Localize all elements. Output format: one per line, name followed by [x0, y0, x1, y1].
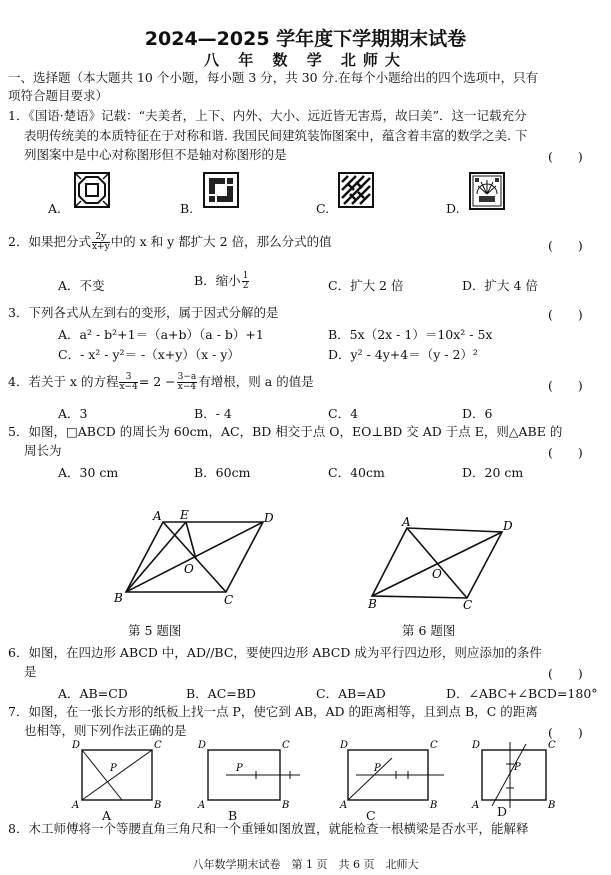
q7d-label-a: A: [472, 800, 480, 810]
q2-option-a: A．不变: [58, 278, 105, 293]
q1-line2: 表明传统美的本质特征在于对称和谐. 我国民间建筑装饰图案中，蕴含着丰富的数学之美. 下: [24, 128, 528, 143]
q2-stem-post: 中的 x 和 y 都扩大 2 倍，那么分式的值: [110, 234, 332, 249]
figure-5-parallelogram: [108, 510, 288, 610]
exam-subtitle: 八 年 数 学 北师大: [204, 51, 407, 69]
q7a-label-d: D: [72, 740, 81, 751]
q7a-label-b: B: [154, 800, 162, 810]
q7-line1: 7．如图，在一张长方形的纸板上找一点 P，使它到 AB，AD 的距离相等，且到点 B，C 的距离: [8, 704, 538, 719]
q7c-label-b: B: [430, 800, 438, 810]
q3-option-c: C．- x² - y²＝ -（x+y）（x - y）: [58, 347, 240, 362]
q6-option-b: B．AC=BD: [186, 686, 256, 701]
q2-option-b: [194, 271, 250, 291]
q6-line2: 是: [24, 664, 37, 679]
q7-caption-b: B: [228, 808, 238, 823]
q5-option-b: B．60cm: [194, 465, 251, 480]
figure-6-caption: 第 6 题图: [402, 623, 456, 638]
q1-option-c: C.: [316, 201, 330, 216]
fig6-label-b: B: [368, 597, 377, 611]
q4-fraction-2: [177, 373, 198, 392]
fig6-label-c: C: [463, 598, 473, 612]
q7-line2: 也相等，则下列作法正确的是: [24, 723, 187, 738]
q5-answer-paren: ( ): [548, 445, 583, 460]
q5-line1: 5．如图，□ABCD 的周长为 60cm，AC，BD 相交于点 O，EO⊥BD 交 AD 于点 E，则△ABE 的: [8, 424, 563, 439]
fig5-label-b: B: [114, 591, 123, 605]
section1-heading: 一、选择题（本大题共 10 个小题，每小题 3 分，共 30 分.在每个小题给出的四个选项中，只有: [8, 70, 539, 85]
q7-figure-a: [66, 738, 166, 810]
figure-5-caption: 第 5 题图: [128, 623, 182, 638]
q6-line1: 6．如图，在四边形 ABCD 中，AD//BC，要使四边形 ABCD 成为平行四边形，则应添加的条件: [8, 645, 542, 660]
page-footer: 八年数学期末试卷 第 1 页 共 6 页 北师大: [192, 858, 419, 871]
q2-stem: [8, 233, 332, 252]
fan-lattice-icon: [469, 172, 505, 214]
q2-option-d: D．扩大 4 倍: [462, 278, 538, 293]
q5-line2: 周长为: [24, 443, 62, 458]
q3-option-b: B．5x（2x - 1）＝10x² - 5x: [328, 327, 493, 342]
q7d-label-c: C: [548, 740, 556, 751]
q8-line1: 8．木工师傅将一个等腰直角三角尺和一个重锤如图放置，就能检查一根横梁是否水平，能解释: [8, 821, 529, 836]
q2-option-c: C．扩大 2 倍: [328, 278, 404, 293]
square-lattice-icon: [203, 172, 239, 212]
q7b-label-p: P: [236, 763, 243, 774]
fig5-label-d: D: [264, 511, 274, 525]
fig5-label-c: C: [224, 593, 234, 607]
q7c-label-p: P: [374, 763, 381, 774]
q4-option-b: B．- 4: [194, 406, 232, 421]
q7-figure-d: [470, 738, 560, 810]
fig5-label-e: E: [180, 510, 189, 522]
q7a-label-c: C: [154, 740, 162, 751]
q6-option-d: D．∠ABC+∠BCD=180°: [446, 686, 598, 701]
octagon-lattice-icon: [74, 172, 110, 212]
q7-caption-c: C: [366, 808, 376, 823]
section1-heading-line2: 项符合题目要求）: [8, 88, 109, 103]
figure-6-parallelogram: [362, 512, 522, 612]
q7b-label-b: B: [282, 800, 290, 810]
q7b-label-c: C: [282, 740, 290, 751]
fig6-label-a: A: [402, 515, 411, 529]
q7-caption-a: A: [102, 808, 112, 823]
q4-fraction-2-numerator: 3−a: [177, 372, 197, 382]
q7b-label-d: D: [198, 740, 207, 751]
q4-answer-paren: ( ): [548, 378, 583, 393]
q1-answer-paren: ( ): [548, 149, 583, 164]
q3-stem: 3．下列各式从左到右的变形，属于因式分解的是: [8, 305, 279, 320]
q4-fraction-2-denominator: x−4: [177, 382, 197, 392]
q6-option-a: A．AB=CD: [58, 686, 128, 701]
q5-option-a: A．30 cm: [58, 465, 119, 480]
q7-figure-c: [336, 738, 446, 810]
q4-stem-mid: = 2 −: [138, 374, 176, 389]
q5-option-c: C．40cm: [328, 465, 385, 480]
q1-option-b: B.: [180, 201, 194, 216]
q7-answer-paren: ( ): [548, 725, 583, 740]
q6-answer-paren: ( ): [548, 666, 583, 681]
fig5-label-a: A: [153, 510, 162, 523]
q4-stem-post: 有增根，则 a 的值是: [198, 374, 314, 389]
exam-title: 2024—2025 学年度下学期期末试卷: [144, 28, 467, 50]
q7b-label-a: A: [198, 800, 206, 810]
q2-stem-pre: 2．如果把分式: [8, 234, 91, 249]
q7c-label-a: A: [340, 800, 348, 810]
fig6-label-o: O: [432, 567, 442, 581]
q7-caption-d: D: [497, 804, 508, 819]
q7-figure-b: [196, 738, 306, 810]
fig5-label-o: O: [184, 562, 194, 576]
q7c-label-d: D: [340, 740, 349, 751]
q2-option-b-numerator: 1: [242, 271, 249, 281]
q7a-label-p: P: [110, 763, 117, 774]
q2-fraction: [92, 233, 110, 252]
q3-option-a: A．a² - b²+1＝（a+b）（a - b）+1: [58, 327, 264, 342]
herringbone-lattice-icon: [338, 172, 374, 212]
q1-option-a: A.: [48, 201, 62, 216]
q4-fraction-1: [119, 373, 137, 392]
q3-option-d: D．y² - 4y+4＝（y - 2）²: [328, 347, 478, 362]
q1-line3: 列图案中是中心对称图形但不是轴对称图形的是: [24, 147, 287, 162]
q4-stem-pre: 4．若关于 x 的方程: [8, 374, 119, 389]
q3-answer-paren: ( ): [548, 307, 583, 322]
q2-option-b-fraction: [242, 272, 250, 291]
q2-fraction-numerator: 2y: [92, 233, 110, 243]
q2-option-b-text: B．缩小: [194, 273, 241, 288]
q4-stem: [8, 373, 314, 392]
q4-option-a: A．3: [58, 406, 88, 421]
q2-answer-paren: ( ): [548, 238, 583, 253]
q2-fraction-denominator: x+y: [91, 242, 110, 252]
q7a-label-a: A: [72, 800, 80, 810]
q4-option-d: D．6: [462, 406, 493, 421]
q4-fraction-1-numerator: 3: [119, 373, 137, 383]
q1-line1: 1．《国语·楚语》记载：“夫美者，上下、内外、大小、远近皆无害焉，故曰美”．这一记载充分: [8, 108, 527, 123]
q1-option-d: D.: [446, 201, 460, 216]
q7d-label-p: P: [514, 762, 521, 773]
q7c-label-c: C: [430, 740, 438, 751]
q4-option-c: C．4: [328, 406, 359, 421]
q6-option-c: C．AB=AD: [316, 686, 386, 701]
q7d-label-b: B: [548, 800, 556, 810]
q2-option-b-denominator: 2: [242, 281, 249, 291]
q4-fraction-1-denominator: x−4: [119, 382, 138, 392]
fig6-label-d: D: [503, 519, 513, 533]
q7d-label-d: D: [472, 740, 481, 751]
q5-option-d: D．20 cm: [462, 465, 524, 480]
